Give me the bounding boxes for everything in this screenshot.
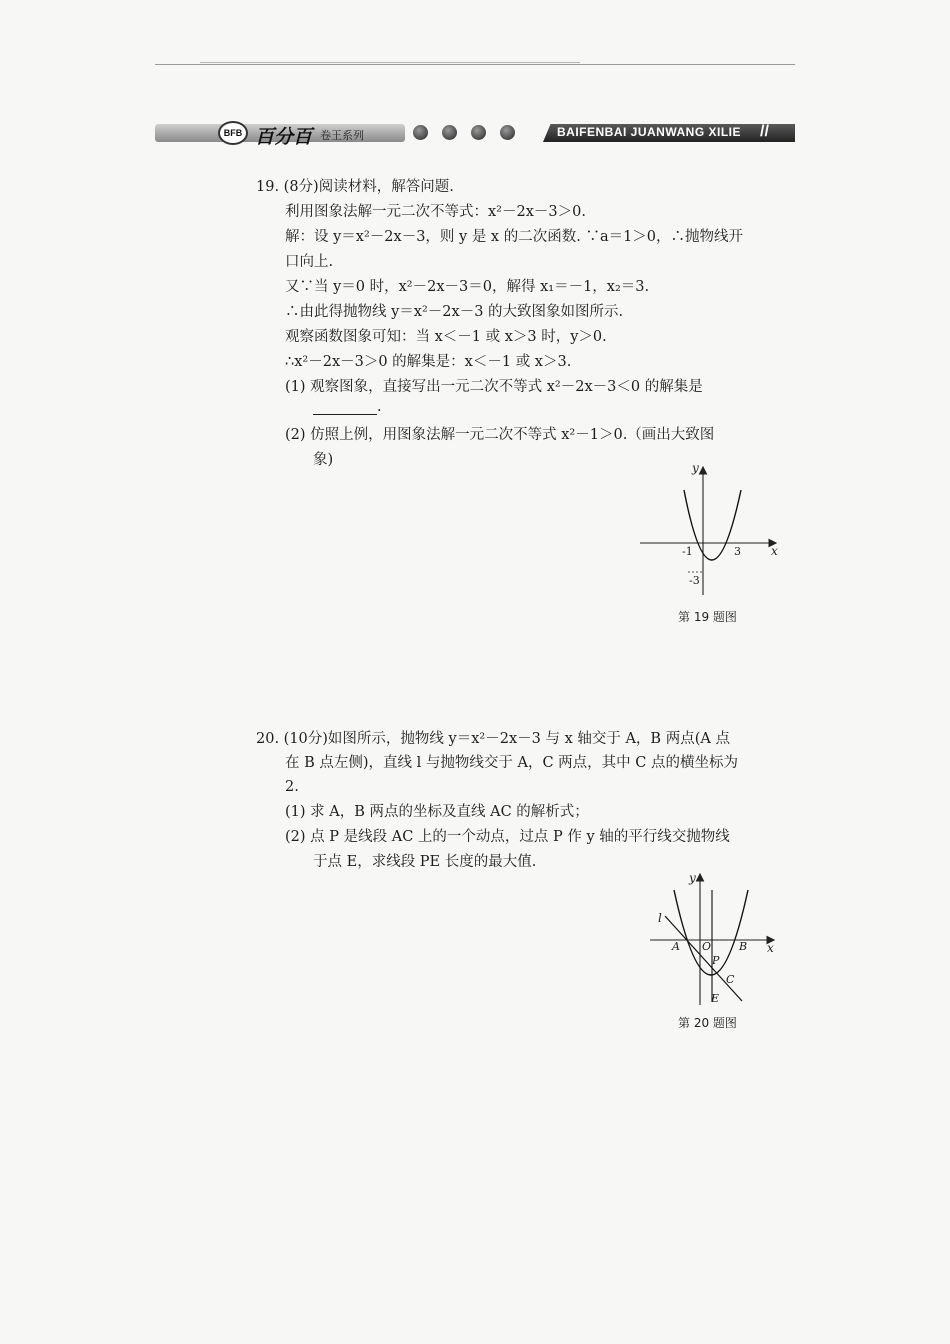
root-label-neg1: -1 xyxy=(682,545,693,558)
q19-text: 口向上. xyxy=(285,254,334,270)
q20-title: 20. (10分)如图所示，抛物线 y＝x²－2x－3 与 x 轴交于 A，B 两点(A 点 xyxy=(256,731,730,747)
banner-dot xyxy=(471,125,486,140)
q19-text: 观察函数图象可知：当 x＜－1 或 x＞3 时，y＞0. xyxy=(285,329,607,345)
q20-text: 2. xyxy=(285,779,299,795)
banner-slashes: // xyxy=(760,123,769,140)
answer-blank[interactable]: . xyxy=(313,400,382,415)
figure-19-graph xyxy=(640,460,790,600)
q19-text: ∴由此得抛物线 y＝x²－2x－3 的大致图象如图所示. xyxy=(285,304,624,320)
q20-text: 在 B 点左侧)，直线 l 与抛物线交于 A，C 两点，其中 C 点的横坐标为 xyxy=(285,755,738,771)
x-axis-label: x xyxy=(767,941,774,955)
series-name: 卷王系列 xyxy=(320,129,364,142)
bfb-logo: BFB xyxy=(218,121,248,145)
point-e-label: E xyxy=(711,992,720,1005)
intercept-label: -3 xyxy=(689,574,700,587)
q19-part2-cont: 象) xyxy=(313,452,334,468)
header-rule xyxy=(155,64,795,65)
q19-title: 19. (8分)阅读材料，解答问题. xyxy=(256,179,454,195)
point-a-label: A xyxy=(672,940,680,953)
figure-20-caption: 第 20 题图 xyxy=(678,1016,737,1030)
label-l: l xyxy=(658,911,662,925)
y-axis-label: y xyxy=(689,871,696,885)
q19-part1: (1) 观察图象，直接写出一元二次不等式 x²－2x－3＜0 的解集是 xyxy=(285,379,703,395)
banner-dot xyxy=(413,125,428,140)
series-banner xyxy=(155,121,795,148)
q20-part1: (1) 求 A，B 两点的坐标及直线 AC 的解析式； xyxy=(285,804,589,820)
origin-label: O xyxy=(702,940,712,953)
header-rule-upper xyxy=(200,62,580,63)
banner-dot xyxy=(500,125,515,140)
brand-name: 百分百 xyxy=(255,126,313,148)
line-l xyxy=(665,916,742,1001)
series-pinyin: BAIFENBAI JUANWANG XILIE xyxy=(557,125,742,139)
q20-part2-cont: 于点 E，求线段 PE 长度的最大值. xyxy=(313,854,537,870)
figure-19-caption: 第 19 题图 xyxy=(678,610,737,624)
point-p-label: P xyxy=(712,954,720,967)
q20-part2: (2) 点 P 是线段 AC 上的一个动点，过点 P 作 y 轴的平行线交抛物线 xyxy=(285,829,730,845)
figure-20-graph xyxy=(645,870,785,1010)
q19-text: 利用图象法解一元二次不等式：x²－2x－3＞0. xyxy=(285,204,586,220)
q19-text: ∴x²－2x－3＞0 的解集是：x＜－1 或 x＞3. xyxy=(285,354,572,370)
point-b-label: B xyxy=(739,940,748,953)
parabola xyxy=(674,890,748,975)
banner-dots xyxy=(413,125,515,140)
y-axis-label: y xyxy=(692,461,699,475)
banner-dot xyxy=(442,125,457,140)
point-c-label: C xyxy=(726,973,735,986)
q19-text: 又∵当 y＝0 时，x²－2x－3＝0，解得 x₁＝－1，x₂＝3. xyxy=(285,279,650,295)
q19-text: 解：设 y＝x²－2x－3，则 y 是 x 的二次函数. ∵a＝1＞0，∴抛物线开 xyxy=(285,229,744,245)
q19-part2: (2) 仿照上例，用图象法解一元二次不等式 x²－1＞0.（画出大致图 xyxy=(285,427,715,443)
root-label-3: 3 xyxy=(734,545,741,558)
x-axis-label: x xyxy=(771,544,778,558)
